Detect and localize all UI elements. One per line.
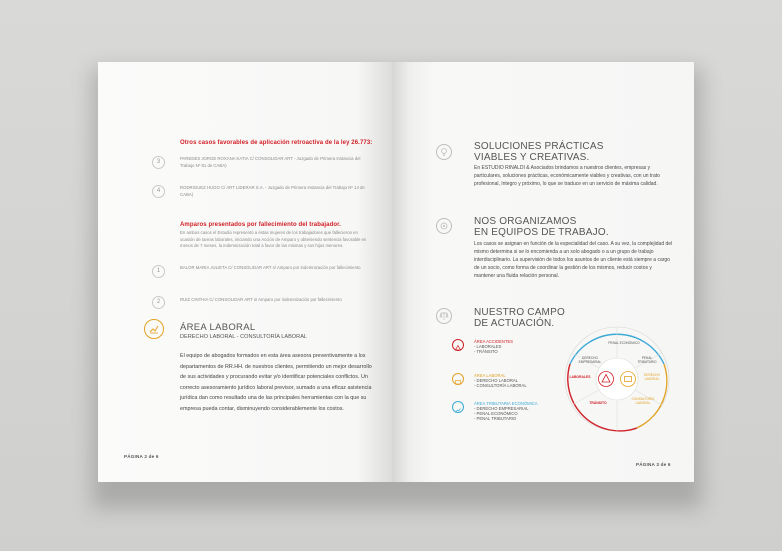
block1-title-line1: SOLUCIONES PRÁCTICAS xyxy=(474,141,604,152)
wheel-label: DERECHO EMPRESARIAL xyxy=(578,356,602,364)
wheel-label: TRÁNSITO xyxy=(589,401,607,405)
legend-title-tributaria: ÁREA TRIBUTARIA ECONÓMICA xyxy=(474,401,538,406)
legend-item: - PENAL ECONÓMICO xyxy=(474,411,518,416)
legend-title-accidentes: ÁREA ACCIDENTES xyxy=(474,339,514,344)
block2-description: Los casos se asignan en función de la especialidad del caso. A su vez, la complejidad del mismo determina si se lo encomienda a un solo abogado o a un grupo de trabajo interdisciplinario. La supervisión de todos los asuntos de un cliente está siempre a cargo de un socio, como forma de coordinar la gestión de los mismos, reducir costos y mantener una fluida relación personal. xyxy=(474,241,673,279)
wheel-label: PENAL TRIBUTARIO xyxy=(637,356,657,364)
area-description: El equipo de abogados formados en esta área asesora preventivamente a los departamentos de RR.HH. de nuestros clientes, permitiendo un mejor desarrollo de sus actividades y procurando evitar y/o identificar potenciales conflictos. Un correcto asesoramiento jurídico laboral previsor, sumado a una eficaz asistencia jurídica dan como resultado una de las principales herramientas con la que su empresa pueda contar, disminuyendo considerablemente los costos. xyxy=(180,353,372,412)
gear-icon xyxy=(436,218,452,234)
area-title: ÁREA LABORAL xyxy=(180,322,256,333)
warning-icon xyxy=(452,339,464,351)
section-title-retroactive: Otros casos favorables de aplicación retroactiva de la ley 26.773: xyxy=(180,140,373,146)
legend-item: - PENAL TRIBUTARIO xyxy=(474,416,517,421)
legend-item: - LABORALES xyxy=(474,344,502,349)
section-title-amparos: Amparos presentados por fallecimiento del trabajador. xyxy=(180,222,342,228)
amparo-number: 2 xyxy=(152,296,165,309)
wheel-label: LABORALES xyxy=(569,375,591,379)
block1-description: En ESTUDIO RINALDI & Asociados brindamos a nuestros clientes, empresas y particulares, soluciones prácticas, económicamente viables y creativas, con un trato profesional, íntegro y próximo, lo que se traduce en un servicio de máxima calidad. xyxy=(474,165,660,187)
block2-title-line2: EN EQUIPOS DE TRABAJO. xyxy=(474,227,609,238)
block1-title-line2: VIABLES Y CREATIVAS. xyxy=(474,152,590,163)
wheel-label: PENAL ECONÓMICO xyxy=(608,341,640,345)
right-page xyxy=(392,62,694,482)
page-number-right: PÁGINA 3 de 6 xyxy=(636,462,671,467)
case-number: 4 xyxy=(152,185,165,198)
lightbulb-icon xyxy=(436,144,452,160)
block3-title-line1: NUESTRO CAMPO xyxy=(474,307,565,318)
wheel-label: DERECHO LABORAL xyxy=(644,373,660,381)
amparo-text: RUIZ CINTHIA C/ CONSOLIDAR ART s/ Amparo por indemnización por fallecimiento xyxy=(180,297,342,302)
case-text: RODRIGUEZ HUGO C/ ART LIDERAR S.A. - Juzgado de Primera Instancia del Trabajo Nº 14 de CABA) xyxy=(180,185,365,197)
legend-item: - TRÁNSITO xyxy=(474,349,498,354)
case-text: PAREDES JORGE ROXANA KATIA C/ CONSOLIDAR ART - Juzgado de Primera Instancia del Trabajo Nº 81 de CABA) xyxy=(180,156,361,168)
block3-title-line2: DE ACTUACIÓN. xyxy=(474,318,555,329)
chart-icon xyxy=(144,319,164,339)
wheel-label: CONSULTORÍA LABORAL xyxy=(631,397,655,405)
briefcase-icon xyxy=(452,373,464,385)
scales-icon xyxy=(436,308,452,324)
legend-item: - DERECHO EMPRESARIAL xyxy=(474,406,529,411)
legend-item: - DERECHO LABORAL xyxy=(474,378,518,383)
amparo-number: 1 xyxy=(152,265,165,278)
chart-icon xyxy=(452,401,464,413)
amparos-description: En ambos casos el Estudio representó a éstas mujeres de los trabajadores que fallecieron en ocasión de tareas laborales, iniciando una Acción de Amparo y obteniendo sentencia favorable en menos de 7 meses, la indemnización total a favor de las mismas y sus hijos menores. xyxy=(180,230,367,248)
legend-item: - CONSULTORÍA LABORAL xyxy=(474,383,527,388)
case-number: 3 xyxy=(152,156,165,169)
left-page xyxy=(98,62,392,482)
block2-title-line1: NOS ORGANIZAMOS xyxy=(474,216,577,227)
amparo-text: BALOR MARIA JULIETA C/ CONSOLIDAR ART s/ Amparo por indemnización por fallecimiento xyxy=(180,265,361,270)
area-subtitle: DERECHO LABORAL - CONSULTORÍA LABORAL xyxy=(180,334,308,340)
page-number-left: PÁGINA 2 de 6 xyxy=(124,454,159,459)
legend-title-laboral: ÁREA LABORAL xyxy=(474,373,506,378)
